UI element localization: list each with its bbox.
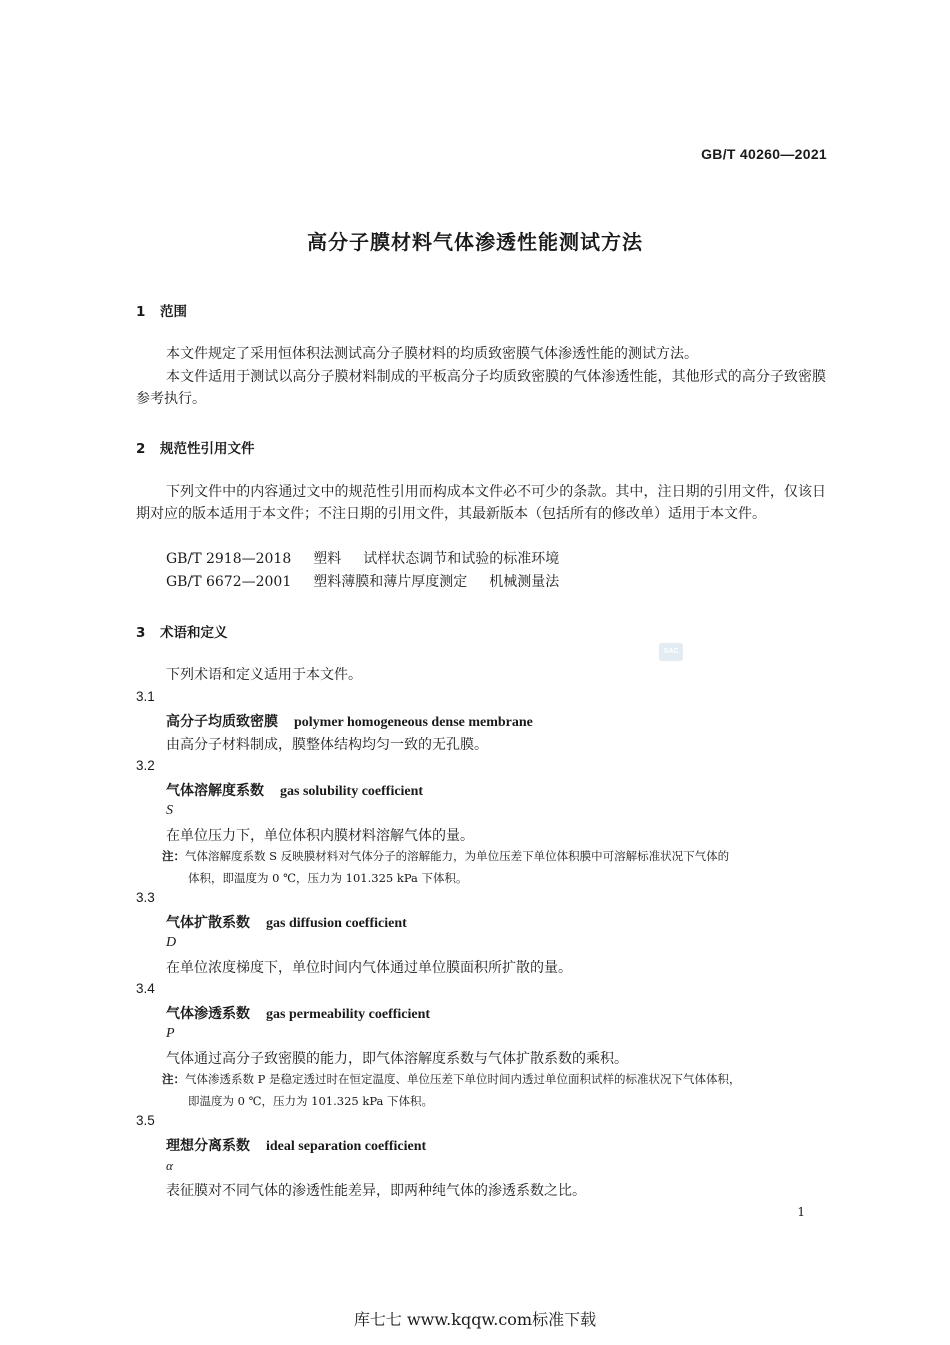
watermark-logo: SAC [659,643,683,661]
term-symbol: α [166,1158,173,1173]
reference-title-part-1: 塑料薄膜和薄片厚度测定 [313,574,468,590]
term-chinese: 理想分离系数 [166,1138,250,1154]
term-number: 3.1 [136,689,155,704]
term-number: 3.5 [136,1113,155,1128]
term-symbol: P [166,1026,175,1041]
section-number: 2 [136,441,146,457]
section-number: 3 [136,625,146,641]
term-english: polymer homogeneous dense membrane [294,715,533,730]
section-title: 术语和定义 [160,625,228,641]
term-definition: 气体通过高分子致密膜的能力，即气体溶解度系数与气体扩散系数的乘积。 [166,1051,628,1067]
page-number: 1 [797,1205,805,1219]
reference-item [166,571,559,593]
section-2-heading [136,437,255,457]
term-number: 3.3 [136,890,155,905]
note-text-line-1: 气体渗透系数 P 是稳定透过时在恒定温度、单位压差下单位时间内透过单位面积试样的标准状况下气体体积， [185,1072,741,1086]
term-english: gas solubility coefficient [280,784,424,799]
section-3-intro: 下列术语和定义适用于本文件。 [166,667,362,683]
note-text-line-2: 即温度为 0 ℃，压力为 101.325 kPa 下体积。 [188,1094,434,1108]
section-title: 规范性引用文件 [160,441,255,457]
term-heading [166,1135,426,1155]
reference-title-part-2: 机械测量法 [489,574,560,590]
term-definition: 在单位压力下，单位体积内膜材料溶解气体的量。 [166,828,474,844]
term-note [162,845,826,889]
term-note [162,1068,826,1112]
reference-item [166,548,559,570]
term-heading [166,780,423,800]
section-number: 1 [136,304,146,320]
term-heading [166,711,533,731]
note-text-line-1: 气体溶解度系数 S 反映膜材料对气体分子的溶解能力，为单位压差下单位体积膜中可溶解标准状况下气体的 [185,849,730,863]
note-label: 注： [162,1072,185,1086]
term-chinese: 高分子均质致密膜 [166,714,278,730]
term-english: gas permeability coefficient [266,1007,431,1022]
term-number: 3.2 [136,758,155,773]
reference-code: GB/T 2918—2018 [166,551,292,567]
term-chinese: 气体渗透系数 [166,1006,250,1022]
section-1-heading [136,300,187,320]
term-definition: 由高分子材料制成，膜整体结构均匀一致的无孔膜。 [166,737,488,753]
reference-title-part-2: 试样状态调节和试验的标准环境 [363,551,560,567]
term-symbol: D [166,935,177,950]
reference-code: GB/T 6672—2001 [166,574,292,590]
term-english: ideal separation coefficient [266,1139,427,1154]
term-heading [166,1003,430,1023]
standard-code: GB/T 40260—2021 [701,146,827,162]
term-heading [166,912,407,932]
section-3-heading [136,621,228,641]
section-2-paragraph-1: 下列文件中的内容通过文中的规范性引用而构成本文件必不可少的条款。其中，注日期的引用文件，仅该日期对应的版本适用于本文件；不注日期的引用文件，其最新版本（包括所有的修改单）适用于本文件。 [136,484,826,522]
note-label: 注： [162,849,185,863]
term-definition: 表征膜对不同气体的渗透性能差异，即两种纯气体的渗透系数之比。 [166,1183,586,1199]
term-symbol: S [166,803,173,818]
section-1-paragraph-2: 本文件适用于测试以高分子膜材料制成的平板高分子均质致密膜的气体渗透性能，其他形式的高分子致密膜参考执行。 [136,369,826,407]
term-chinese: 气体溶解度系数 [166,783,264,799]
term-english: gas diffusion coefficient [266,916,407,931]
term-chinese: 气体扩散系数 [166,915,250,931]
note-text-line-2: 体积，即温度为 0 ℃，压力为 101.325 kPa 下体积。 [188,871,468,885]
section-title: 范围 [160,304,187,320]
section-1-paragraph-1: 本文件规定了采用恒体积法测试高分子膜材料的均质致密膜气体渗透性能的测试方法。 [166,346,698,362]
term-definition: 在单位浓度梯度下，单位时间内气体通过单位膜面积所扩散的量。 [166,960,572,976]
term-number: 3.4 [136,981,155,996]
footer-source: 库七七 www.kqqw.com标准下载 [353,1310,597,1329]
document-title: 高分子膜材料气体渗透性能测试方法 [307,230,643,254]
reference-title-part-1: 塑料 [313,551,342,567]
